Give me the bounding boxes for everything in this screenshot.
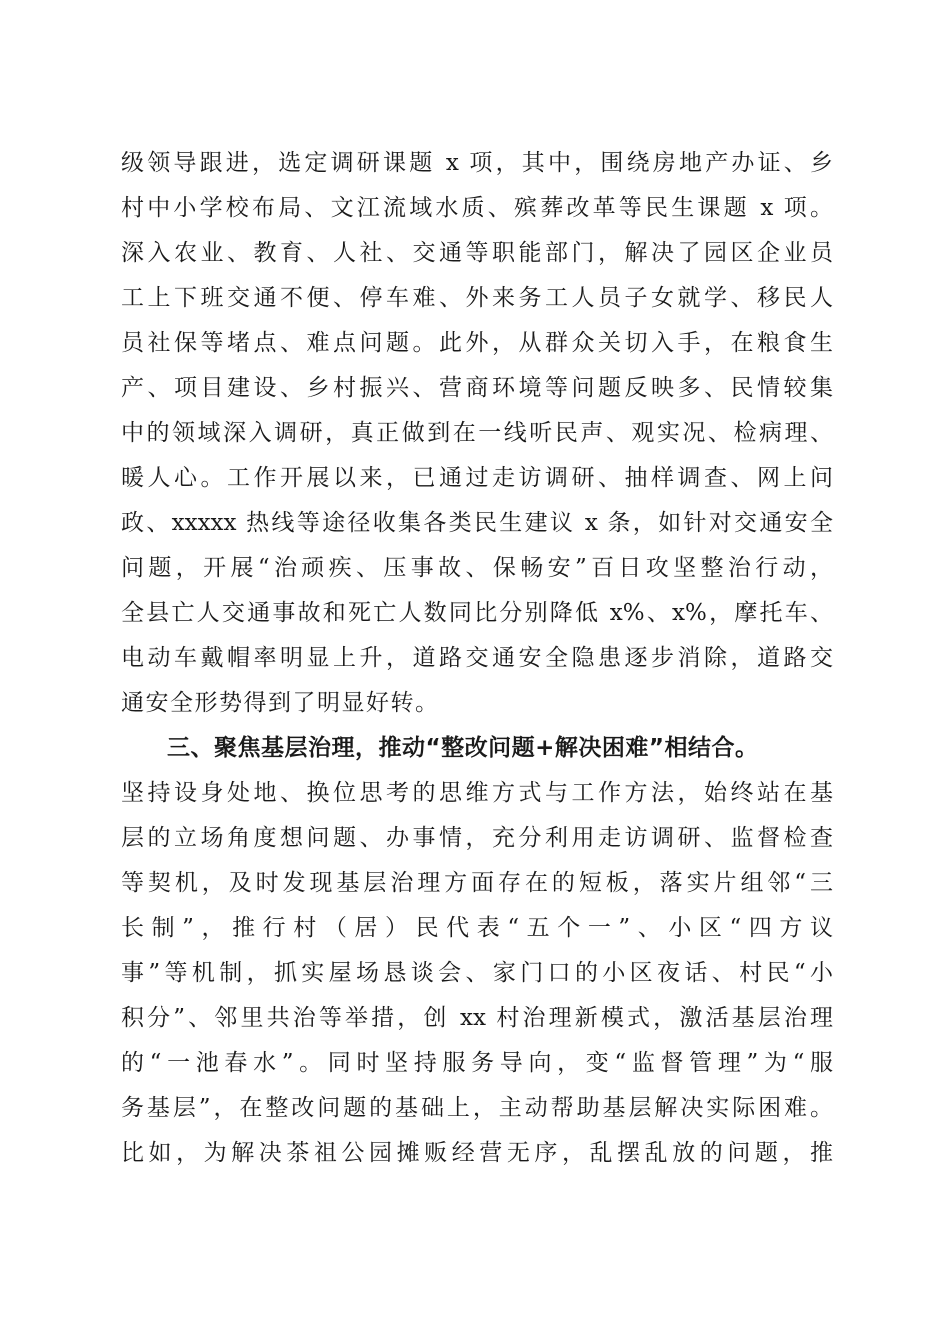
paragraph-line: 积分”、邻里共治等举措，创 xx 村治理新模式，激活基层治理 (121, 1005, 833, 1031)
paragraph-line: 中的领域深入调研，真正做到在一线听民声、观实况、检病理、 (121, 420, 833, 446)
paragraph-line: 问题，开展“治顽疾、压事故、保畅安”百日攻坚整治行动， (121, 555, 833, 581)
paragraph-line: 政、xxxxx 热线等途径收集各类民生建议 x 条，如针对交通安全 (121, 510, 833, 536)
paragraph-line: 层的立场角度想问题、办事情，充分利用走访调研、监督检查 (121, 825, 833, 851)
paragraph-line: 的“一池春水”。同时坚持服务导向，变“监督管理”为“服 (121, 1050, 833, 1076)
paragraph-line: 等契机，及时发现基层治理方面存在的短板，落实片组邻“三 (121, 870, 833, 896)
paragraph-line: 村中小学校布局、文江流域水质、殡葬改革等民生课题 x 项。 (121, 195, 833, 221)
paragraph-line: 员社保等堵点、难点问题。此外，从群众关切入手，在粮食生 (121, 330, 833, 356)
paragraph-line: 产、项目建设、乡村振兴、营商环境等问题反映多、民情较集 (121, 375, 833, 401)
paragraph-line: 通安全形势得到了明显好转。 (121, 690, 440, 716)
section-heading: 三、聚焦基层治理，推动“整改问题+解决困难”相结合。 (167, 735, 759, 761)
paragraph-line: 暖人心。工作开展以来，已通过走访调研、抽样调查、网上问 (121, 465, 833, 491)
paragraph-line: 全县亡人交通事故和死亡人数同比分别降低 x%、x%，摩托车、 (121, 600, 833, 626)
paragraph-line: 级领导跟进，选定调研课题 x 项，其中，围绕房地产办证、乡 (121, 150, 833, 176)
paragraph-line: 比如，为解决茶祖公园摊贩经营无序，乱摆乱放的问题，推 (121, 1140, 833, 1166)
paragraph-line: 深入农业、教育、人社、交通等职能部门，解决了园区企业员 (121, 240, 833, 266)
paragraph-line: 电动车戴帽率明显上升，道路交通安全隐患逐步消除，道路交 (121, 645, 833, 671)
paragraph-line: 事”等机制，抓实屋场恳谈会、家门口的小区夜话、村民“小 (121, 960, 833, 986)
paragraph-line: 务基层”，在整改问题的基础上，主动帮助基层解决实际困难。 (121, 1095, 833, 1121)
paragraph-line: 长制”，推行村（居）民代表“五个一”、小区“四方议 (121, 915, 833, 941)
paragraph-line: 工上下班交通不便、停车难、外来务工人员子女就学、移民人 (121, 285, 833, 311)
paragraph-line: 坚持设身处地、换位思考的思维方式与工作方法，始终站在基 (121, 780, 833, 806)
